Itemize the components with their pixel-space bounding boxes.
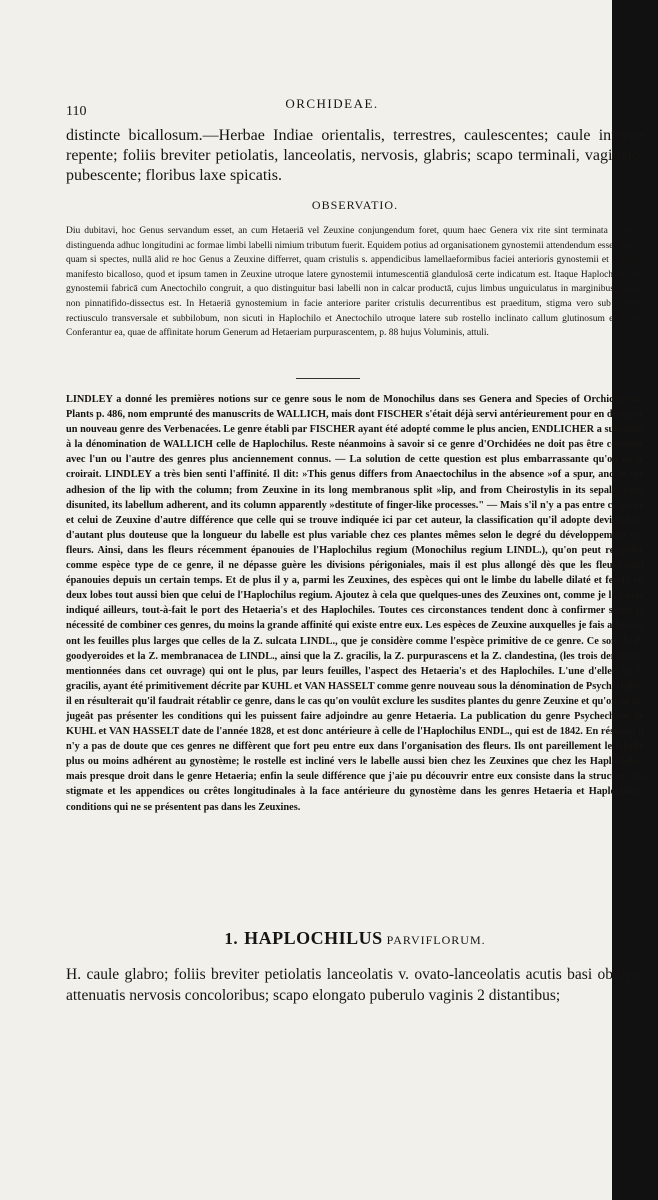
observatio-paragraph: Diu dubitavi, hoc Genus servandum esset, an cum Hetaeriā vel Zeuxine conjungendum foret, quum haec Genera vix rite sint terminata et ad ea distinguenda adhuc longitudini ac formae limbi labelli nimium tributum fuerit. Equidem potius ad organisationem gynostemii attendendum esse censeo, quam si spectes, nullā alid re hoc Genus a Zeuxine differret, quam cristulis s. appendicibus lamellaeformibus faciei anterioris gynostemii et stigmate manifesto bicalloso, quod et ipsum tamen in Zeuxine utroque latere gynostemii intumescentiā glandulosā certe indicatum est. Itaque Haplochilus totā gynostemii fabricā cum Anectochilo congruit, a quo distinguitur basi labelli non in calcar productā, cujus limbus unguiculatus in marginibus inferne non pinnatifido-dissectus est. In Hetaeriā gynostemium in facie anteriore pariter cristulis decurrentibus est praeditum, stigma vero sub rostello rectiusculo transversale et subbilobum, non sicuti in Haplochilo et Anectochilo utroque latere sub rostello inclinato callum glutinosum efficiens. Conferantur ea, quae de affinitate horum Generum ad Hetaeriam purpurascentem, p. 88 hujus Voluminis, attuli.	[66, 226, 644, 339]
species-epithet: PARVIFLORUM.	[386, 933, 486, 947]
intro-paragraph: distincte bicallosum.—Herbae Indiae orientalis, terrestres, caulescentes; caule inferne repente; foliis breviter petiolatis, lanceolatis, nervosis, glabris; scapo terminali, vaginato, pubescente; floribus laxe spicatis.	[66, 127, 644, 184]
observatio-heading: OBSERVATIO.	[311, 198, 399, 212]
diagnosis-paragraph: H. caule glabro; foliis breviter petiolatis lanceolatis v. ovato-lanceolatis acutis basi oblique attenuatis nervosis concoloribus; scapo elongato puberulo vaginis 2 distantibus;	[66, 966, 644, 1004]
section-divider	[296, 378, 360, 379]
running-head: ORCHIDEAE.	[285, 96, 379, 111]
commentary-paragraph: LINDLEY a donné les premières notions sur ce genre sous le nom de Monochilus dans ses Genera and Species of Orchidaceous Plants p. 486, nom emprunté des manuscrits de WALLICH, mais dont FISCHER s'était déjà servi antérieurement pour en désigner un nouveau genre des Verbenacées. Le genre établi par FISCHER ayant été adopté comme le plus ancien, ENDLICHER a substitué à la dénomination de WALLICH celle de Haplochilus. Reste néanmoins à savoir si ce genre d'Orchidées ne doit pas être combiné avec l'un ou l'autre des genres plus anciennement connus. — La solution de cette question est plus embarrassante qu'on ne le croirait. LINDLEY a très bien senti l'affinité. Il dit: »This genus differs from Anaectochilus in the absence »of a spur, and in the adhesion of the lip with the column; from Zeuxine in its long membranous split »lip, and from Cheirostylis in its sepals being disunited, its labellum adherent, and its column apparently »destitute of finger-like processes." — Mais s'il n'y a pas entre ce genre et celui de Zeuxine d'autre différence que celle qui se trouve indiquée ici par cet auteur, la classification qu'il adopte deviendrait d'autant plus douteuse que la longueur du labelle est plus variable chez ces plantes mêmes selon le degré du développement des fleurs. Ainsi, dans les fleurs récemment épanouies de l'Haplochilus regium (Monochilus regium LINDL.), qu'on peut regarder comme espèce type de ce genre, il ne dépasse guère les divisions périgoniales, mais il est plus allongé dès que les fleurs sont épanouies depuis un certain temps. Et de plus il y a, parmi les Zeuxines, des espèces qui ont le limbe du labelle dilaté et fendu en deux lobes tout aussi bien que celui de l'Haplochilus regium. Ajoutez à cela que quelques-unes des Zeuxines ont, comme je l'ai déjà indiqué ailleurs, tout-à-fait le port des Hetaeria's et des Haplochiles. Toutes ces circonstances tendent donc à confirmer sinon la nécessité de combiner ces genres, du moins la grande affinité qui existe entre eux. Les espèces de Zeuxine auxquelles je fais allusion, ont les feuilles plus larges que celles de la Z. sulcata LINDL., que je considère comme l'espèce primitive de ce genre. Ce sont la Z. goodyeroides et la Z. membranacea de LINDL., ainsi que la Z. gracilis, la Z. purpurascens et la Z. clandestina, (les trois dernières, mentionnées dans cet ouvrage) qui ont le plus, par leurs feuilles, l'aspect des Hetaeria's et des Haplochiles. L'une d'elles, la Z. gracilis, ayant été primitivement décrite par KUHL et VAN HASSELT comme genre nouveau sous la dénomination de Psychechilos, il en résulterait qu'il faudrait rétablir ce genre, dans le cas qu'on voulût exclure les susdites plantes du genre Zeuxine et qu'on ne les jugeât pas présenter les conditions qui les puissent faire adjoindre au genre Hetaeria. La publication du genre Psychechilos de KUHL et VAN HASSELT date de l'année 1828, et est donc antérieure à celle de l'Haplochilus ENDL., qui est de 1842. En résumé, il n'y a pas de doute que ces genres ne diffèrent que fort peu entre eux dans l'organisation des fleurs. Ils ont pareillement le labelle plus ou moins adhérent au gynostème; le rostelle est incliné vers le labelle aussi bien chez les Zeuxines que chez les Haplochiles, mais presque droit dans le genre Hetaeria; enfin la seule différence que j'aie pu découvrir entre eux consiste dans la structure du stigmate et les appendices ou crêtes longitudinales à la face antérieure du gynostème dans les genres Hetaeria et Haplochilus, conditions qui ne se présentent pas dans les Zeuxines.	[66, 394, 644, 813]
species-genus: HAPLOCHILUS	[244, 928, 383, 948]
species-number: 1.	[224, 929, 239, 948]
species-heading	[66, 928, 644, 949]
page-number: 110	[66, 104, 87, 119]
page-header	[66, 96, 598, 120]
